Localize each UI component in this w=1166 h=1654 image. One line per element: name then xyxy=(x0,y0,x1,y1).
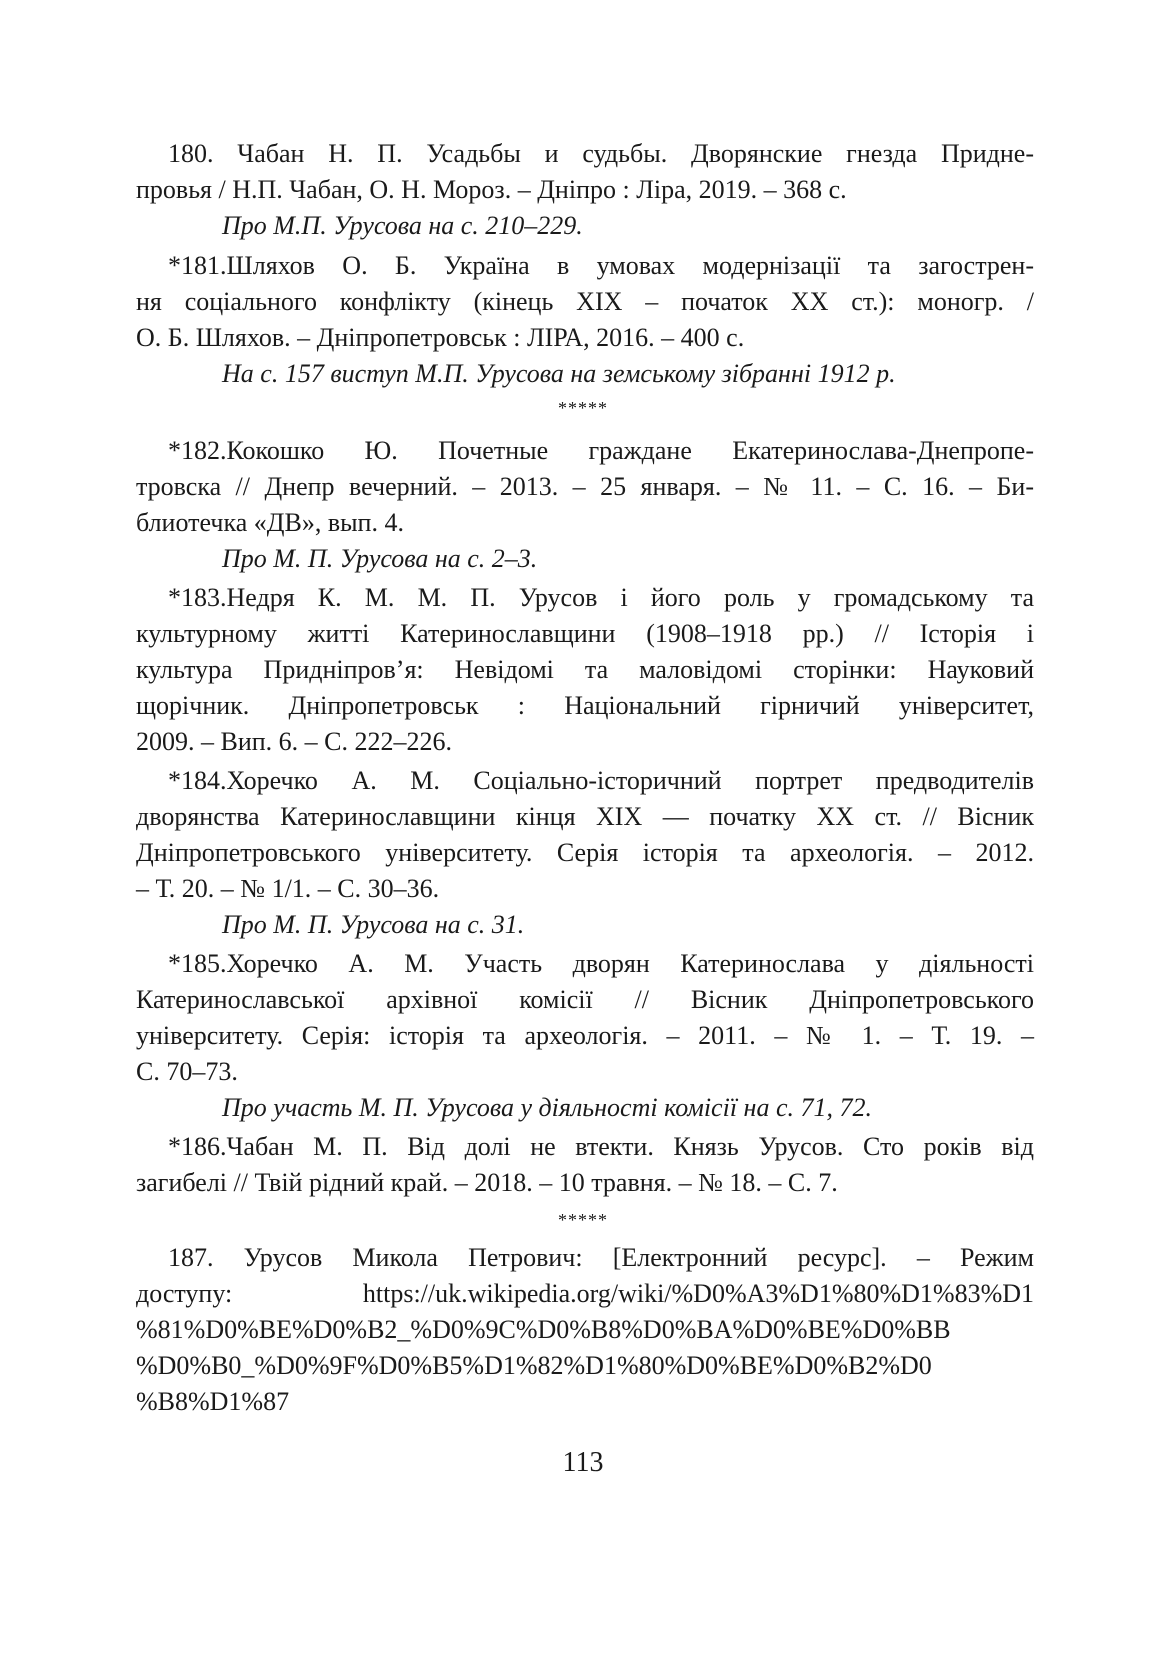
entry-line: тровска // Днепр вечерний. – 2013. – 25 января. – № 11. – С. 16. – Би- xyxy=(136,472,1034,501)
entry-line: Катеринославської архівної комісії // Вісник Дніпропетровського xyxy=(136,985,1034,1014)
entry-line: дворянства Катеринославщини кінця XIX — початку XX ст. // Вісник xyxy=(136,802,1034,831)
entry-note: Про М.П. Урусова на с. 210–229. xyxy=(222,211,583,240)
entry-line: %D0%B0_%D0%9F%D0%B5%D1%82%D1%80%D0%BE%D0%B2%D0 xyxy=(136,1351,932,1380)
section-separator: ***** xyxy=(558,398,608,418)
entry-line: загибелі // Твій рідний край. – 2018. – 10 травня. – № 18. – С. 7. xyxy=(136,1168,838,1197)
entry-line: *184.Хоречко А. М. Соціально-історичний портрет предводителів xyxy=(168,766,1034,795)
entry-note: Про участь М. П. Урусова у діяльності комісії на с. 71, 72. xyxy=(222,1093,872,1122)
entry-line: – Т. 20. – № 1/1. – С. 30–36. xyxy=(136,874,440,903)
entry-line: *183.Недря К. М. М. П. Урусов і його роль у громадському та xyxy=(168,583,1034,612)
entry-line: *185.Хоречко А. М. Участь дворян Катеринослава у діяльності xyxy=(168,949,1034,978)
entry-line: 2009. – Вип. 6. – С. 222–226. xyxy=(136,727,453,756)
entry-line: *181.Шляхов О. Б. Україна в умовах модернізації та загострен- xyxy=(168,251,1034,280)
entry-line: щорічник. Дніпропетровськ : Національний гірничий університет, xyxy=(136,691,1034,720)
entry-line: 187. Урусов Микола Петрович: [Електронний ресурс]. – Режим xyxy=(168,1243,1034,1272)
entry-line: доступу: https://uk.wikipedia.org/wiki/%D0%A3%D1%80%D1%83%D1 xyxy=(136,1279,1034,1308)
entry-line: *182.Кокошко Ю. Почетные граждане Екатеринослава-Днепропе- xyxy=(168,436,1034,465)
entry-line: університету. Серія: історія та археологія. – 2011. – № 1. – Т. 19. – xyxy=(136,1021,1034,1050)
entry-line: блиотечка «ДВ», вып. 4. xyxy=(136,508,404,537)
entry-note: На с. 157 виступ М.П. Урусова на земському зібранні 1912 р. xyxy=(222,359,896,388)
entry-line: Дніпропетровського університету. Серія історія та археологія. – 2012. xyxy=(136,838,1034,867)
section-separator: ***** xyxy=(558,1210,608,1230)
entry-line: С. 70–73. xyxy=(136,1057,238,1086)
entry-line: %81%D0%BE%D0%B2_%D0%9C%D0%B8%D0%BA%D0%BE%D0%BB xyxy=(136,1315,951,1344)
entry-line: ня соціального конфлікту (кінець ХІХ – початок ХХ ст.): моногр. / xyxy=(136,287,1034,316)
entry-line: %B8%D1%87 xyxy=(136,1387,290,1416)
entry-note: Про М. П. Урусова на с. 2–3. xyxy=(222,544,538,573)
entry-line: *186.Чабан М. П. Від долі не втекти. Князь Урусов. Сто років від xyxy=(168,1132,1034,1161)
entry-line: культура Придніпров’я: Невідомі та маловідомі сторінки: Науковий xyxy=(136,655,1034,684)
entry-line: культурному житті Катеринославщини (1908–1918 рр.) // Історія і xyxy=(136,619,1034,648)
page-number: 113 xyxy=(562,1447,604,1478)
entry-line: провья / Н.П. Чабан, О. Н. Мороз. – Дніпро : Ліра, 2019. – 368 с. xyxy=(136,175,847,204)
entry-line: О. Б. Шляхов. – Дніпропетровськ : ЛІРА, 2016. – 400 с. xyxy=(136,323,745,352)
entry-line: 180. Чабан Н. П. Усадьбы и судьбы. Дворянские гнезда Придне- xyxy=(168,139,1034,168)
entry-note: Про М. П. Урусова на с. 31. xyxy=(222,910,525,939)
